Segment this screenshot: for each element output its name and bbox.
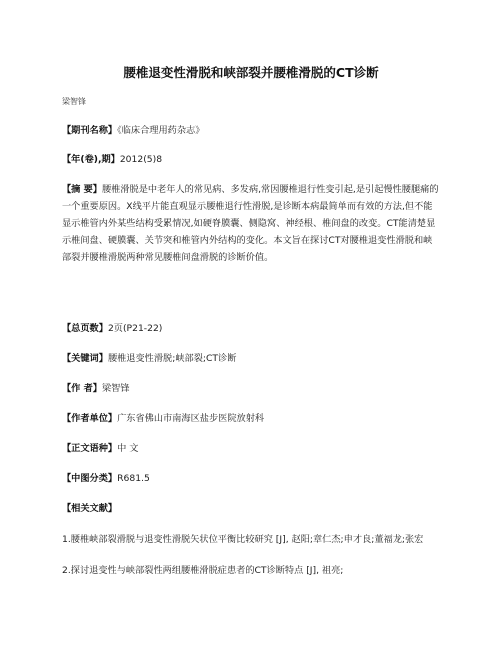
page-title: 腰椎退变性滑脱和峡部裂并腰椎滑脱的CT诊断 xyxy=(123,65,379,80)
field-label: 【期刊名称】 xyxy=(62,125,118,136)
field-value: 梁智锋 xyxy=(101,383,130,394)
field-label: 【相关文献】 xyxy=(62,503,118,514)
field-label: 【中图分类】 xyxy=(62,473,118,484)
field-label: 【年(卷),期】 xyxy=(62,154,120,165)
field-label: 【总页数】 xyxy=(62,323,108,334)
field-pages xyxy=(62,320,440,337)
field-author xyxy=(62,380,440,397)
field-journal xyxy=(62,122,440,139)
reference-item[interactable]: 2.探讨退变性与峡部裂性两组腰椎滑脱症患者的CT诊断特点 [J], 祖亮; xyxy=(62,565,344,576)
field-value: 2012(5)8 xyxy=(119,154,163,165)
field-value: 《临床合理用药杂志》 xyxy=(117,125,205,136)
field-label: 【作 者】 xyxy=(62,383,102,394)
field-language xyxy=(62,440,440,457)
field-related xyxy=(62,500,440,517)
field-abstract xyxy=(62,181,440,266)
field-keywords xyxy=(62,350,440,367)
field-label: 【摘 要】 xyxy=(62,184,102,195)
field-value: 广东省佛山市南海区盐步医院放射科 xyxy=(117,413,265,424)
field-value: 中 文 xyxy=(117,443,139,454)
field-value: R681.5 xyxy=(117,473,150,484)
field-value: 腰椎滑脱是中老年人的常见病、多发病,常因腰椎退行性变引起,是引起慢性腰腿痛的一个重要原因。X线平片能直观显示腰椎退行性滑脱,是诊断本病最简单而有效的方法,但不能显示椎管内外某些结构受累情况,如硬脊膜囊、侧隐窝、神经根、椎间盘的改变。CT能清楚显示椎间盘、硬膜囊、关节突和椎管内外结构的变化。本文旨在探讨CT对腰椎退变性滑脱和峡部裂并腰椎滑脱两种常见腰椎间盘滑脱的诊断价值。 xyxy=(62,184,439,263)
field-value: 2页(P21-22) xyxy=(107,323,163,334)
field-value: 腰椎退变性滑脱;峡部裂;CT诊断 xyxy=(107,353,237,364)
field-label: 【作者单位】 xyxy=(62,413,118,424)
reference-item[interactable]: 1.腰椎峡部裂滑脱与退变性滑脱矢状位平衡比较研究 [J], 赵阳;章仁杰;申才良;董福龙;张宏 xyxy=(62,534,424,545)
field-classification xyxy=(62,470,440,487)
field-year-issue xyxy=(62,151,440,168)
field-affiliation xyxy=(62,410,440,427)
author-line: 梁智锋 xyxy=(62,97,86,106)
field-label: 【正文语种】 xyxy=(62,443,118,454)
field-label: 【关键词】 xyxy=(62,353,108,364)
